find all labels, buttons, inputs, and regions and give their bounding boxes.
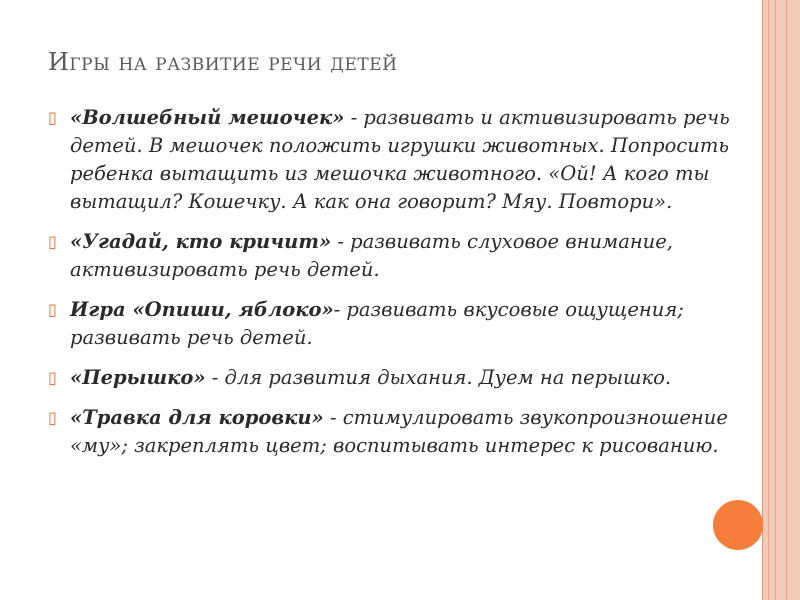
bullet-icon: ▯ (48, 232, 57, 251)
bullet-list (48, 104, 738, 472)
decorative-line (768, 0, 769, 600)
list-item (48, 296, 738, 352)
slide-title: Игры на развитие речи детей (48, 48, 398, 76)
bullet-icon: ▯ (48, 408, 57, 427)
list-item (48, 104, 738, 216)
list-item (48, 364, 738, 392)
list-item (48, 228, 738, 284)
game-description: - развивать слуховое внимание, активизировать речь детей. (70, 230, 673, 281)
bullet-icon: ▯ (48, 368, 57, 387)
decorative-line (786, 0, 787, 600)
game-name: «Угадай, кто кричит» (70, 230, 332, 253)
game-name: «Перышко» (70, 366, 206, 389)
list-item (48, 404, 738, 460)
game-description: - развивать вкусовые ощущения; развивать речь детей. (70, 298, 684, 349)
game-name: «Травка для коровки» (70, 406, 324, 429)
orange-circle-decoration (713, 500, 763, 550)
game-name: Игра «Опиши, яблоко» (70, 298, 334, 321)
game-description: - для развития дыхания. Дуем на перышко. (205, 366, 672, 389)
game-name: «Волшебный мешочек» (70, 106, 345, 129)
decorative-line (775, 0, 776, 600)
game-description: - развивать и активизировать речь детей. В мешочек положить игрушки животных. Попросить ребенка вытащить из мешочка животного. «Ой! А кого ты вытащил? Кошечку. А как она говорит? Мяу. Повтори». (70, 106, 730, 213)
game-description: - стимулировать звукопроизношение «му»; закреплять цвет; воспитывать интерес к рисованию. (70, 406, 728, 457)
bullet-icon: ▯ (48, 300, 57, 319)
bullet-icon: ▯ (48, 108, 57, 127)
